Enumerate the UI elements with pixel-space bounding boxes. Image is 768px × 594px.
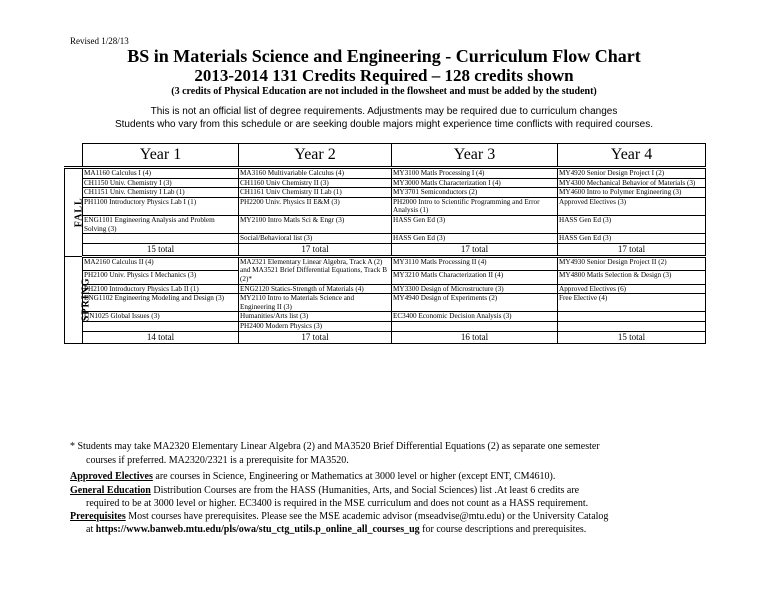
- catalog-at: at: [86, 524, 96, 535]
- course-cell: HASS Gen Ed (3): [392, 215, 558, 233]
- fall-row: [65, 168, 706, 179]
- course-cell: ENG2120 Statics-Strength of Materials (4): [239, 284, 392, 294]
- year-header: Year 1: [83, 144, 239, 168]
- course-cell: CH1161 Univ Chemistry II Lab (1): [239, 188, 392, 198]
- spring-row: [65, 294, 706, 312]
- course-cell: MY2100 Intro Matls Sci & Engr (3): [239, 215, 392, 233]
- course-cell: MY2110 Intro to Materials Science and Engineering II (3): [239, 294, 392, 312]
- course-cell: MY4930 Senior Design Project II (2): [558, 256, 706, 271]
- course-cell: MA2321 Elementary Linear Algebra, Track A (2) and MA3521 Brief Differential Equations, Track B (2)*: [239, 256, 392, 284]
- year-header: Year 4: [558, 144, 706, 168]
- catalog-end: for course descriptions and prerequisites.: [419, 524, 587, 535]
- course-cell: HASS Gen Ed (3): [392, 234, 558, 244]
- fall-label-cell: [65, 168, 83, 257]
- curriculum-table: [64, 143, 706, 344]
- general-education-note-2: required to be at 3000 level or higher. EC3400 is required in the MSE curriculum and does not count as a HASS requirement.: [86, 498, 589, 509]
- credit-total: 17 total: [392, 243, 558, 256]
- course-cell: ENG1102 Engineering Modeling and Design (3): [83, 294, 239, 312]
- course-cell: CH1150 Univ. Chemistry I (3): [83, 178, 239, 188]
- course-cell: MA1160 Calculus I (4): [83, 168, 239, 179]
- fall-totals-row: [65, 243, 706, 256]
- course-cell: MY4300 Mechanical Behavior of Materials (3): [558, 178, 706, 188]
- spring-row: [65, 256, 706, 271]
- year-header: Year 3: [392, 144, 558, 168]
- prerequisites-label: Prerequisites: [70, 511, 126, 522]
- course-cell: MY3210 Matls Characterization II (4): [392, 271, 558, 284]
- course-cell: MY4920 Senior Design Project I (2): [558, 168, 706, 179]
- course-cell: PH2100 Univ. Physics I Mechanics (3): [83, 271, 239, 284]
- fall-label: FALL: [73, 197, 85, 228]
- disclaimer-line-2: Students who vary from this schedule or are seeking double majors might experience time conflicts with required courses.: [114, 119, 654, 130]
- general-education-text: Distribution Courses are from the HASS (Humanities, Arts, and Social Sciences) list .At least 6 credits are: [150, 485, 580, 496]
- course-cell: [558, 321, 706, 331]
- credit-total: 14 total: [83, 331, 239, 343]
- page-title: BS in Materials Science and Engineering - Curriculum Flow Chart: [127, 46, 641, 66]
- catalog-link-line: [86, 524, 586, 536]
- course-cell: MY4800 Matls Selection & Design (3): [558, 271, 706, 284]
- general-education-note: [70, 485, 579, 497]
- course-cell: MY3110 Matls Processing II (4): [392, 256, 558, 271]
- corner-cell: [65, 144, 83, 168]
- course-cell: Approved Electives (6): [558, 284, 706, 294]
- course-cell: Free Elective (4): [558, 294, 706, 312]
- course-cell: MY4600 Intro to Polymer Engineering (3): [558, 188, 706, 198]
- approved-electives-text: are courses in Science, Engineering or Mathematics at 3000 level or higher (except ENT, CM4610).: [152, 471, 556, 482]
- course-cell: PH1100 Introductory Physics Lab I (1): [83, 197, 239, 215]
- fall-row: [65, 197, 706, 215]
- fall-row: [65, 234, 706, 244]
- spring-label-cell: [65, 256, 92, 343]
- general-education-label: General Education: [70, 485, 151, 496]
- course-cell: UN1025 Global Issues (3): [83, 312, 239, 322]
- course-cell: ENG1101 Engineering Analysis and Problem Solving (3): [83, 215, 239, 233]
- prerequisites-text: Most courses have prerequisites. Please see the MSE academic advisor (mseadvise@mtu.edu) or the University Catalog: [125, 511, 609, 522]
- spring-row: [65, 312, 706, 322]
- credit-total: 17 total: [558, 243, 706, 256]
- credit-total: 16 total: [392, 331, 558, 343]
- approved-electives-label: Approved Electives: [70, 471, 153, 482]
- course-cell: MY3701 Semiconductors (2): [392, 188, 558, 198]
- spring-row: [65, 321, 706, 331]
- credit-total: 15 total: [83, 243, 239, 256]
- course-cell: MY3000 Matls Characterization I (4): [392, 178, 558, 188]
- fall-row: [65, 178, 706, 188]
- year-header: Year 2: [239, 144, 392, 168]
- course-cell: PH2400 Modern Physics (3): [239, 321, 392, 331]
- course-cell: CH1160 Univ Chemistry II (3): [239, 178, 392, 188]
- fall-row: [65, 188, 706, 198]
- spring-totals-row: [65, 331, 706, 343]
- course-cell: MY3100 Matls Processing I (4): [392, 168, 558, 179]
- approved-electives-note: [70, 471, 555, 483]
- course-cell: PH2100 Introductory Physics Lab II (1): [83, 284, 239, 294]
- credit-total: 17 total: [239, 331, 392, 343]
- course-cell: [558, 312, 706, 322]
- prerequisites-note: [70, 511, 608, 523]
- course-cell: MY3300 Design of Microstructure (3): [392, 284, 558, 294]
- course-cell: Approved Electives (3): [558, 197, 706, 215]
- footnote-line-1: * Students may take MA2320 Elementary Linear Algebra (2) and MA3520 Brief Differential Equations (2) as separate one semester: [70, 441, 600, 452]
- course-cell: CH1151 Univ. Chemistry I Lab (1): [83, 188, 239, 198]
- revised-date: Revised 1/28/13: [70, 36, 129, 46]
- course-cell: [83, 321, 239, 331]
- year-header-row: [65, 144, 706, 168]
- catalog-url[interactable]: https://www.banweb.mtu.edu/pls/owa/stu_ctg_utils.p_online_all_courses_ug: [95, 524, 420, 535]
- course-cell: [392, 321, 558, 331]
- page-subtitle: 2013-2014 131 Credits Required – 128 credits shown: [194, 66, 574, 85]
- credit-total: 15 total: [558, 331, 706, 343]
- course-cell: MA3160 Multivariable Calculus (4): [239, 168, 392, 179]
- course-cell: PH2200 Univ. Physics II E&M (3): [239, 197, 392, 215]
- credit-total: 17 total: [239, 243, 392, 256]
- pe-note: (3 credits of Physical Education are not included in the flowsheet and must be added by the student): [171, 86, 597, 97]
- spring-row: [65, 284, 706, 294]
- course-cell: Social/Behavioral list (3): [239, 234, 392, 244]
- course-cell: [83, 234, 239, 244]
- course-cell: MA2160 Calculus II (4): [83, 256, 239, 271]
- course-cell: HASS Gen Ed (3): [558, 234, 706, 244]
- fall-row: [65, 215, 706, 233]
- course-cell: HASS Gen Ed (3): [558, 215, 706, 233]
- course-cell: EC3400 Economic Decision Analysis (3): [392, 312, 558, 322]
- course-cell: Humanities/Arts list (3): [239, 312, 392, 322]
- course-cell: PH2000 Intro to Scientific Programming and Error Analysis (1): [392, 197, 558, 215]
- course-cell: MY4940 Design of Experiments (2): [392, 294, 558, 312]
- disclaimer-line-1: This is not an official list of degree requirements. Adjustments may be required due to curriculum changes: [150, 106, 618, 117]
- spring-label: SPRING: [80, 277, 92, 322]
- footnote-line-2: courses if preferred. MA2320/2321 is a prerequisite for MA3520.: [86, 455, 349, 466]
